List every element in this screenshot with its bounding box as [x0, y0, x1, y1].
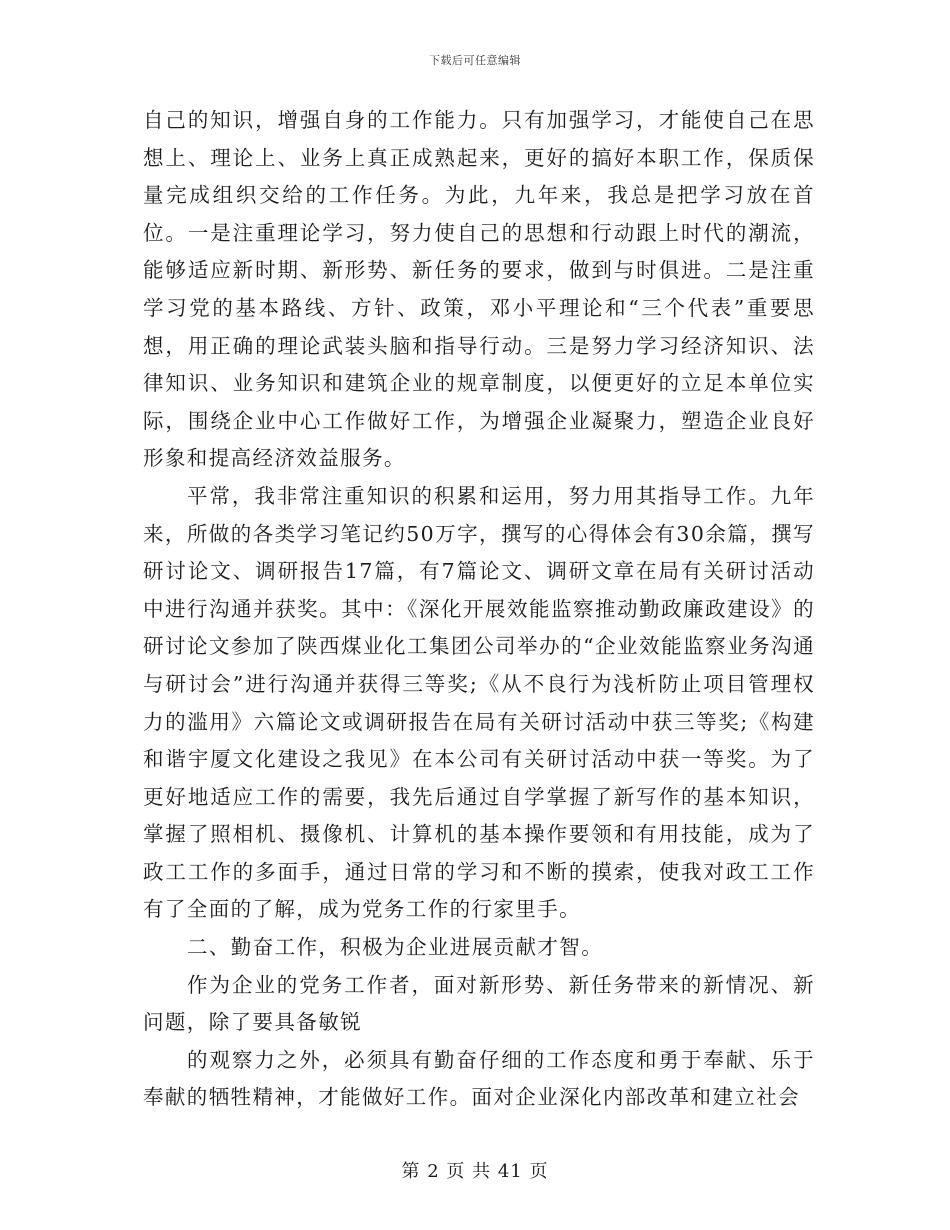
page-header-note: 下载后可任意编辑 — [429, 54, 521, 67]
section-heading: 二、勤奋工作，积极为企业进展贡献才智。 — [187, 935, 604, 960]
paragraph-1: 自己的知识，增强自身的工作能力。只有加强学习，才能使自己在思想上、理论上、业务上真正成熟起来，更好的搞好本职工作，保质保量完成组织交给的工作任务。为此，九年来，我总是把学习放在首位。一是注重理论学习，努力使自己的思想和行动跟上时代的潮流，能够适应新时期、新形势、新任务的要求，做到与时俱进。二是注重学习党的基本路线、方针、政策，邓小平理论和“三个代表”重要思想，用正确的理论武装头脑和指导行动。三是努力学习经济知识、法律知识、业务知识和建筑企业的规章制度，以便更好的立足本单位实际，围绕企业中心工作做好工作，为增强企业凝聚力，塑造企业良好形象和提高经济效益服务。 — [143, 108, 815, 471]
document-body — [143, 102, 815, 1117]
paragraph-2: 平常，我非常注重知识的积累和运用，努力用其指导工作。九年来，所做的各类学习笔记约50万字，撰写的心得体会有30余篇，撰写研讨论文、调研报告17篇，有7篇论文、调研文章在局有关研讨活动中进行沟通并获奖。其中：《深化开展效能监察推动勤政廉政建设》的研讨论文参加了陕西煤业化工集团公司举办的“企业效能监察业务沟通与研讨会”进行沟通并获得三等奖;《从不良行为浅析防止项目管理权力的滥用》六篇论文或调研报告在局有关研讨活动中获三等奖;《构建和谐宇厦文化建设之我见》在本公司有关研讨活动中获一等奖。为了更好地适应工作的需要，我先后通过自学掌握了新写作的基本知识，掌握了照相机、摄像机、计算机的基本操作要领和有用技能，成为了政工工作的多面手，通过日常的学习和不断的摸索，使我对政工工作有了全面的了解，成为党务工作的行家里手。 — [143, 483, 815, 922]
paragraph-3: 作为企业的党务工作者，面对新形势、新任务带来的新情况、新问题，除了要具备敏锐 — [143, 972, 815, 1035]
page-number: 第 2 页 共 41 页 — [401, 1161, 549, 1182]
paragraph-4: 的观察力之外，必须具有勤奋仔细的工作态度和勇于奉献、乐于奉献的牺牲精神，才能做好工作。面对企业深化内部改革和建立社会 — [143, 1047, 815, 1110]
